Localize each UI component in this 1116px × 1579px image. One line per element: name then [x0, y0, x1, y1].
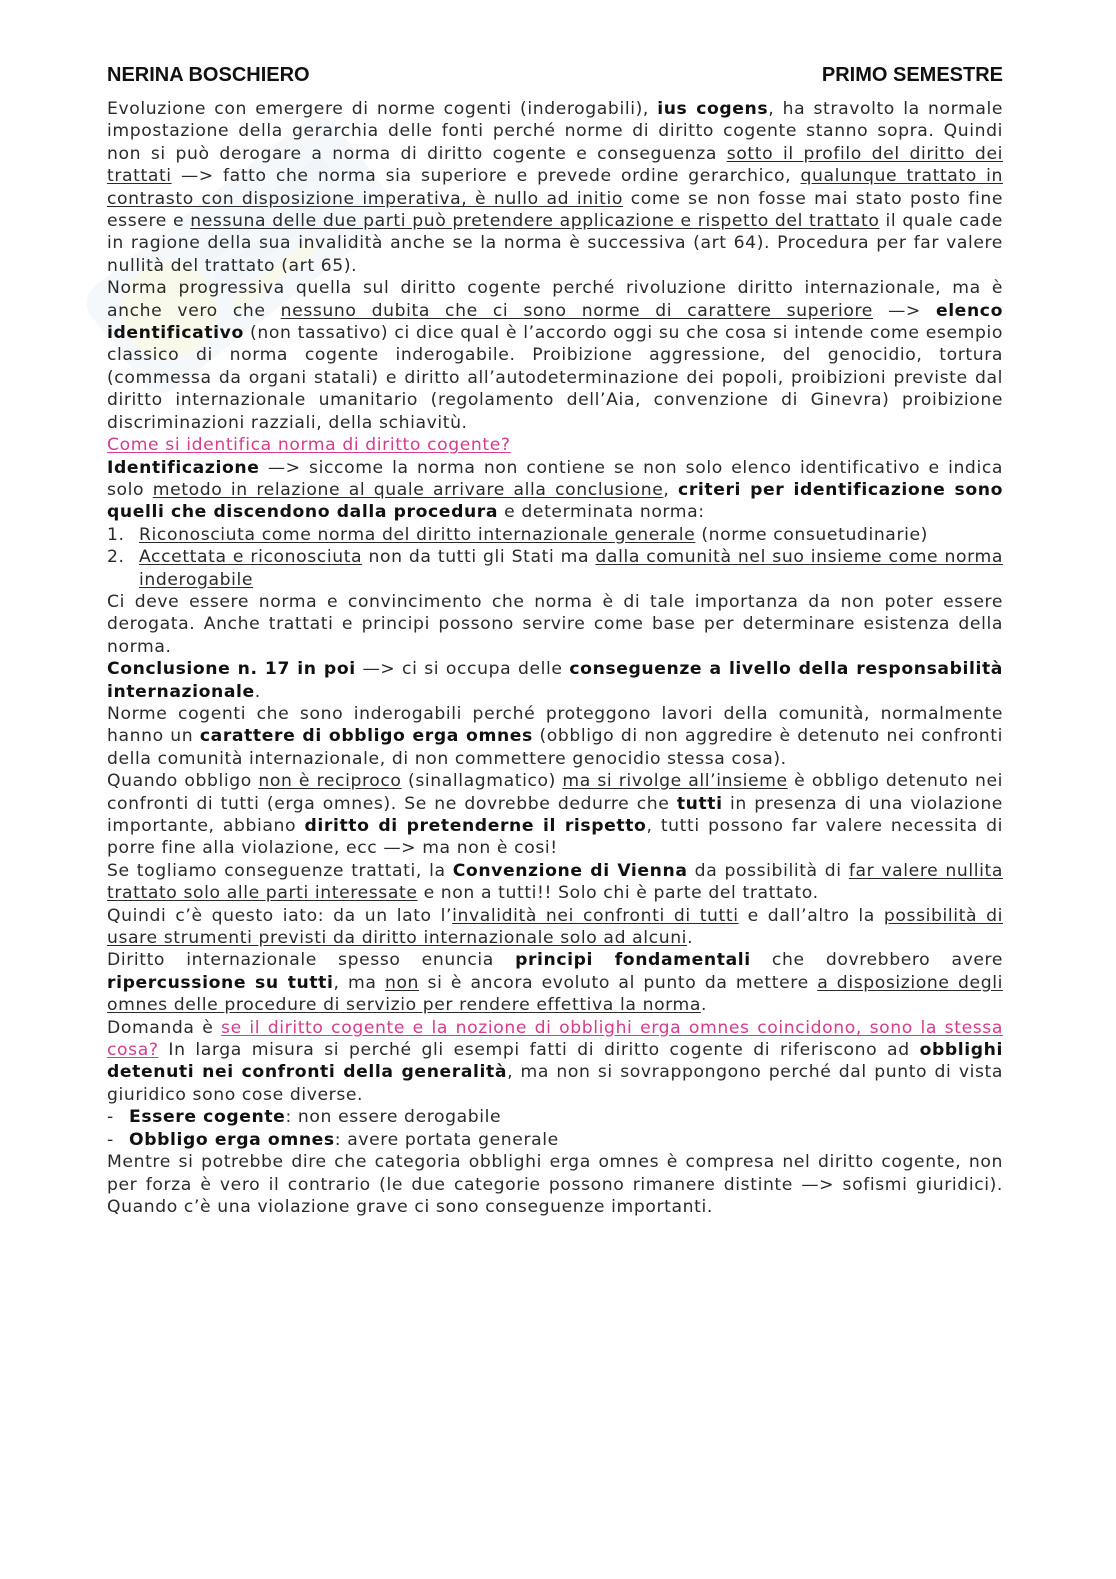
header-semester: PRIMO SEMESTRE [821, 64, 1003, 86]
list-item: - Essere cogente: non essere derogabile [107, 1107, 502, 1128]
page-header [107, 64, 1003, 98]
list-item: - Obbligo erga omnes: avere portata generale [107, 1129, 559, 1150]
list-item: 2. Accettata e riconosciuta non da tutti gli Stati ma dalla comunità nel suo insieme come norma inderogabile [107, 547, 1003, 590]
paragraph-4: Ci deve essere norma e convincimento che norma è di tale importanza da non poter essere derogata. Anche trattati e principi possono servire come base per determinare esistenza della norma. [107, 591, 1003, 657]
document-page [107, 64, 1003, 1218]
paragraph-10: Diritto internazionale spesso enuncia principi fondamentali che dovrebbero avere ripercussione su tutti, ma non si è ancora evoluto al punto da mettere a disposizione degli omnes delle procedure di servizio per rendere effettiva la norma. [107, 950, 1003, 1016]
header-author: NERINA BOSCHIERO [107, 64, 310, 86]
paragraph-9: Quindi c’è questo iato: da un lato l’invalidità nei confronti di tutti e dall’altro la possibilità di usare strumenti previsti da diritto internazionale solo ad alcuni. [107, 905, 1003, 949]
list-item: 1. Riconosciuta come norma del diritto internazionale generale (norme consuetudinarie) [107, 524, 928, 545]
paragraph-11: Domanda è se il diritto cogente e la nozione di obblighi erga omnes coincidono, sono la stessa cosa? In larga misura si perché gli esempi fatti di diritto cogente di riferiscono ad obblighi detenuti nei confronti della generalità, ma non si sovrappongono perché dal punto di vista giuridico sono cose diverse. [107, 1017, 1003, 1105]
paragraph-7: Quando obbligo non è reciproco (sinallagmatico) ma si rivolge all’insieme è obbligo detenuto nei confronti di tutti (erga omnes). Se ne dovrebbe dedurre che tutti in presenza di una violazione importante, abbiano diritto di pretenderne il rispetto, tutti possono far valere necessita di porre fine alla violazione, ecc —> ma non è cosi! [107, 771, 1004, 859]
paragraph-1: Evoluzione con emergere di norme cogenti (inderogabili), ius cogens, ha stravolto la normale impostazione della gerarchia delle fonti perché norme di diritto cogente stanno sopra. Quindi non si può derogare a norma di diritto cogente e conseguenza sotto il profilo del diritto dei trattati —> fatto che norma sia superiore e prevede ordine gerarchico, qualunque trattato in contrasto con disposizione imperativa, è nullo ad initio come se non fosse mai stato posto fine essere e nessuna delle due parti può pretendere applicazione e rispetto del trattato il quale cade in ragione della sua invalidità anche se la norma è successiva (art 64). Procedura per far valere nullità del trattato (art 65). [107, 99, 1004, 276]
paragraph-8: Se togliamo conseguenze trattati, la Convenzione di Vienna da possibilità di far valere nullita trattato solo alle parti interessate e non a tutti!! Solo chi è parte del trattato. [107, 860, 1004, 904]
criteria-list [107, 524, 1003, 591]
definition-list [107, 1106, 1003, 1151]
document-body [107, 98, 1003, 1218]
paragraph-6: Norme cogenti che sono inderogabili perché proteggono lavori della comunità, normalmente hanno un carattere di obbligo erga omnes (obbligo di non aggredire è detenuto nei confronti della comunità internazionale, di non commettere genocidio stessa cosa). [107, 703, 1003, 769]
paragraph-2: Norma progressiva quella sul diritto cogente perché rivoluzione diritto internazionale, ma è anche vero che nessuno dubita che ci sono norme di carattere superiore —> elenco identificativo (non tassativo) ci dice qual è l’accordo oggi su che cosa si intende come esempio classico di norma cogente inderogabile. Proibizione aggressione, del genocidio, tortura (commessa da organi statali) e diritto all’autodeterminazione dei popoli, proibizioni previste dal diritto internazionale umanitario (regolamento dell’Aia, convenzione di Ginevra) proibizione discriminazioni razziali, della schiavitù. [107, 278, 1003, 433]
question-heading: Come si identifica norma di diritto cogente? [107, 435, 511, 456]
paragraph-5: Conclusione n. 17 in poi —> ci si occupa delle conseguenze a livello della responsabilità internazionale. [107, 659, 1003, 702]
paragraph-3: Identificazione —> siccome la norma non contiene se non solo elenco identificativo e indica solo metodo in relazione al quale arrivare alla conclusione, criteri per identificazione sono quelli che discendono dalla procedura e determinata norma: [107, 457, 1003, 523]
paragraph-12: Mentre si potrebbe dire che categoria obblighi erga omnes è compresa nel diritto cogente, non per forza è vero il contrario (le due categorie possono rimanere distinte —> sofismi giuridici). Quando c’è una violazione grave ci sono conseguenze importanti. [107, 1152, 1003, 1217]
